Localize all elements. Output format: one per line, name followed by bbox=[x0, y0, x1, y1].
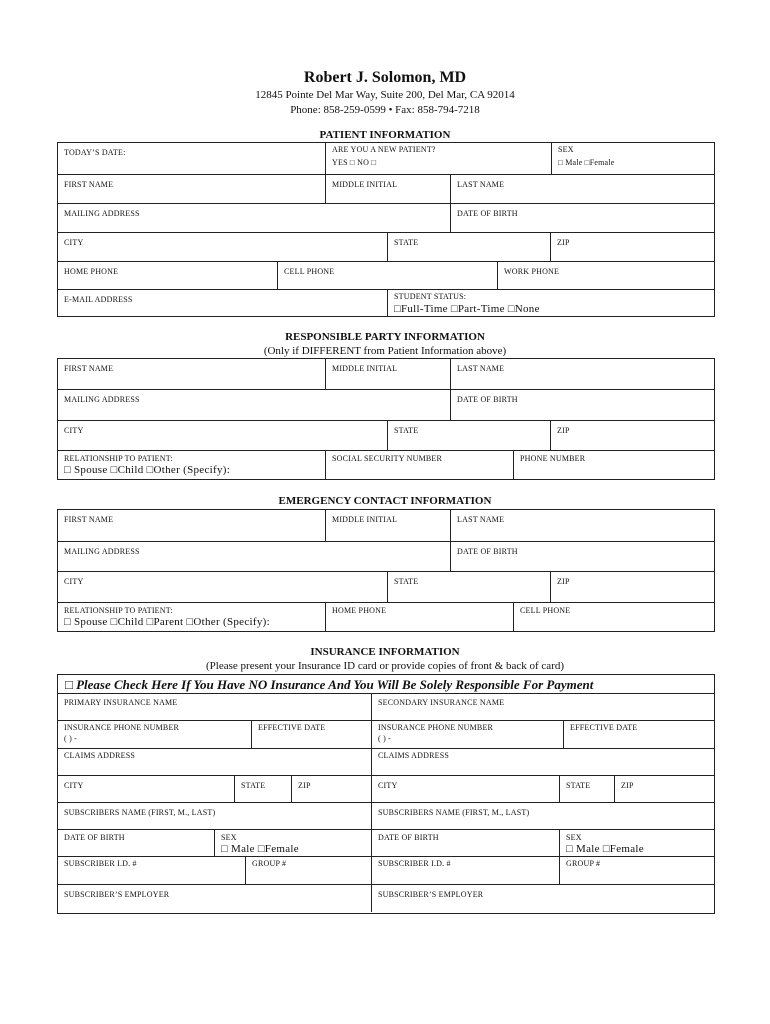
patient-home-phone-field[interactable] bbox=[58, 261, 277, 289]
state-label: STATE bbox=[566, 781, 591, 790]
emergency-home-phone-field[interactable] bbox=[325, 602, 513, 631]
patient-last-name-field[interactable] bbox=[450, 174, 714, 203]
secondary-zip-field[interactable] bbox=[614, 775, 714, 802]
effective-date-label: EFFECTIVE DATE bbox=[258, 723, 326, 732]
patient-email-field[interactable] bbox=[58, 289, 387, 316]
work-phone-label: WORK PHONE bbox=[504, 267, 560, 276]
claims-address-label: CLAIMS ADDRESS bbox=[64, 751, 136, 760]
effective-date-label: EFFECTIVE DATE bbox=[570, 723, 638, 732]
responsible-ssn-field[interactable] bbox=[325, 450, 513, 479]
group-label: GROUP # bbox=[252, 859, 287, 868]
relationship-label: RELATIONSHIP TO PATIENT: bbox=[64, 454, 173, 463]
middle-initial-label: MIDDLE INITIAL bbox=[332, 180, 398, 189]
city-label: CITY bbox=[64, 238, 84, 247]
group-label: GROUP # bbox=[566, 859, 601, 868]
patient-zip-field[interactable] bbox=[550, 232, 714, 261]
state-label: STATE bbox=[394, 238, 419, 247]
zip-label: ZIP bbox=[621, 781, 634, 790]
city-label: CITY bbox=[378, 781, 398, 790]
responsible-last-name-field[interactable] bbox=[450, 359, 714, 389]
primary-state-field[interactable] bbox=[234, 775, 291, 802]
practice-address: 12845 Pointe Del Mar Way, Suite 200, Del Mar, CA 92014 bbox=[255, 89, 515, 101]
subscriber-name-label: SUBSCRIBERS NAME (FIRST, M., LAST) bbox=[64, 808, 216, 817]
responsible-city-field[interactable] bbox=[58, 420, 387, 450]
subscriber-id-label: SUBSCRIBER I.D. # bbox=[64, 859, 137, 868]
patient-section-title: PATIENT INFORMATION bbox=[319, 129, 451, 141]
primary-subscriber-id-field[interactable] bbox=[58, 856, 245, 884]
responsible-relationship-options[interactable]: □ Spouse □Child □Other (Specify): bbox=[64, 464, 231, 476]
patient-sex-field[interactable] bbox=[551, 143, 714, 174]
emergency-last-name-field[interactable] bbox=[450, 510, 714, 541]
subscriber-id-label: SUBSCRIBER I.D. # bbox=[378, 859, 451, 868]
responsible-dob-field[interactable] bbox=[450, 389, 714, 420]
primary-insurance-name-field[interactable] bbox=[58, 693, 371, 720]
mailing-address-label: MAILING ADDRESS bbox=[64, 547, 140, 556]
patient-first-name-field[interactable] bbox=[58, 174, 325, 203]
ssn-label: SOCIAL SECURITY NUMBER bbox=[332, 454, 443, 463]
patient-mailing-address-field[interactable] bbox=[58, 203, 450, 232]
subscriber-name-label: SUBSCRIBERS NAME (FIRST, M., LAST) bbox=[378, 808, 530, 817]
insurance-section-note: (Please present your Insurance ID card or provide copies of front & back of card) bbox=[206, 660, 564, 672]
secondary-subscriber-id-field[interactable] bbox=[371, 856, 559, 884]
emergency-dob-field[interactable] bbox=[450, 541, 714, 571]
secondary-city-field[interactable] bbox=[371, 775, 559, 802]
dob-label: DATE OF BIRTH bbox=[378, 833, 439, 842]
last-name-label: LAST NAME bbox=[457, 180, 505, 189]
dob-label: DATE OF BIRTH bbox=[64, 833, 125, 842]
primary-zip-field[interactable] bbox=[291, 775, 371, 802]
zip-label: ZIP bbox=[557, 426, 570, 435]
employer-label: SUBSCRIBER’S EMPLOYER bbox=[378, 890, 484, 899]
secondary-insurance-name-field[interactable] bbox=[371, 693, 714, 720]
first-name-label: FIRST NAME bbox=[64, 364, 114, 373]
patient-cell-phone-field[interactable] bbox=[277, 261, 497, 289]
city-label: CITY bbox=[64, 577, 84, 586]
zip-label: ZIP bbox=[557, 238, 570, 247]
zip-label: ZIP bbox=[557, 577, 570, 586]
state-label: STATE bbox=[394, 577, 419, 586]
patient-info-table bbox=[57, 142, 715, 317]
secondary-subscriber-dob-field[interactable] bbox=[371, 829, 559, 856]
responsible-zip-field[interactable] bbox=[550, 420, 714, 450]
sex-label: SEX bbox=[221, 833, 237, 842]
responsible-phone-field[interactable] bbox=[513, 450, 714, 479]
new-patient-options[interactable]: YES □ NO □ bbox=[332, 158, 377, 167]
primary-sex-options[interactable]: □ Male □Female bbox=[221, 843, 299, 855]
emergency-middle-initial-field[interactable] bbox=[325, 510, 450, 541]
todays-date-field[interactable] bbox=[58, 143, 325, 174]
last-name-label: LAST NAME bbox=[457, 364, 505, 373]
responsible-first-name-field[interactable] bbox=[58, 359, 325, 389]
primary-subscriber-sex-field[interactable] bbox=[214, 829, 371, 856]
phone-number-label: PHONE NUMBER bbox=[520, 454, 586, 463]
emergency-first-name-field[interactable] bbox=[58, 510, 325, 541]
responsible-party-table bbox=[57, 358, 715, 480]
emergency-zip-field[interactable] bbox=[550, 571, 714, 602]
email-label: E-MAIL ADDRESS bbox=[64, 295, 133, 304]
secondary-insurance-phone-field[interactable] bbox=[371, 720, 563, 748]
emergency-cell-phone-field[interactable] bbox=[513, 602, 714, 631]
practice-phone: Phone: 858-259-0599 • Fax: 858-794-7218 bbox=[290, 104, 480, 116]
responsible-middle-initial-field[interactable] bbox=[325, 359, 450, 389]
secondary-sex-options[interactable]: □ Male □Female bbox=[566, 843, 644, 855]
responsible-mailing-address-field[interactable] bbox=[58, 389, 450, 420]
emergency-relationship-field[interactable] bbox=[58, 602, 325, 631]
responsible-relationship-field[interactable] bbox=[58, 450, 325, 479]
secondary-state-field[interactable] bbox=[559, 775, 614, 802]
doctor-name: Robert J. Solomon, MD bbox=[303, 69, 467, 86]
patient-dob-field[interactable] bbox=[450, 203, 714, 232]
todays-date-label: TODAY’S DATE: bbox=[64, 148, 126, 157]
secondary-effective-date-field[interactable] bbox=[563, 720, 714, 748]
patient-middle-initial-field[interactable] bbox=[325, 174, 450, 203]
secondary-subscriber-employer-field[interactable] bbox=[371, 884, 714, 912]
primary-group-field[interactable] bbox=[245, 856, 371, 884]
emergency-contact-table bbox=[57, 509, 715, 632]
secondary-group-field[interactable] bbox=[559, 856, 714, 884]
student-status-label: STUDENT STATUS: bbox=[394, 292, 467, 301]
emergency-section-title: EMERGENCY CONTACT INFORMATION bbox=[278, 495, 492, 507]
primary-subscriber-employer-field[interactable] bbox=[58, 884, 371, 912]
secondary-insurance-label: SECONDARY INSURANCE NAME bbox=[378, 698, 505, 707]
state-label: STATE bbox=[241, 781, 266, 790]
dob-label: DATE OF BIRTH bbox=[457, 209, 518, 218]
phone-format: ( ) - bbox=[64, 734, 77, 743]
first-name-label: FIRST NAME bbox=[64, 515, 114, 524]
middle-initial-label: MIDDLE INITIAL bbox=[332, 364, 398, 373]
responsible-section-note: (Only if DIFFERENT from Patient Information above) bbox=[263, 345, 507, 357]
city-label: CITY bbox=[64, 781, 84, 790]
emergency-city-field[interactable] bbox=[58, 571, 387, 602]
secondary-subscriber-sex-field[interactable] bbox=[559, 829, 714, 856]
dob-label: DATE OF BIRTH bbox=[457, 547, 518, 556]
home-phone-label: HOME PHONE bbox=[332, 606, 387, 615]
responsible-section-title: RESPONSIBLE PARTY INFORMATION bbox=[285, 331, 485, 343]
patient-work-phone-field[interactable] bbox=[497, 261, 714, 289]
sex-label: SEX bbox=[566, 833, 582, 842]
relationship-label: RELATIONSHIP TO PATIENT: bbox=[64, 606, 173, 615]
secondary-subscriber-name-field[interactable] bbox=[371, 802, 714, 829]
responsible-state-field[interactable] bbox=[387, 420, 550, 450]
primary-subscriber-name-field[interactable] bbox=[58, 802, 371, 829]
cell-phone-label: CELL PHONE bbox=[520, 606, 571, 615]
emergency-state-field[interactable] bbox=[387, 571, 550, 602]
patient-state-field[interactable] bbox=[387, 232, 550, 261]
primary-insurance-phone-field[interactable] bbox=[58, 720, 251, 748]
patient-sex-options[interactable]: □ Male □Female bbox=[558, 158, 615, 167]
mailing-address-label: MAILING ADDRESS bbox=[64, 209, 140, 218]
student-status-field[interactable] bbox=[387, 289, 714, 316]
insurance-phone-label: INSURANCE PHONE NUMBER bbox=[378, 723, 494, 732]
primary-effective-date-field[interactable] bbox=[251, 720, 371, 748]
no-insurance-checkbox[interactable]: □ Please Check Here If You Have NO Insurance And You Will Be Solely Responsible For Payment bbox=[57, 674, 715, 694]
primary-claims-address-field[interactable] bbox=[58, 748, 371, 775]
emergency-relationship-options[interactable]: □ Spouse □Child □Parent □Other (Specify): bbox=[64, 616, 270, 628]
insurance-table bbox=[57, 693, 715, 914]
first-name-label: FIRST NAME bbox=[64, 180, 114, 189]
middle-initial-label: MIDDLE INITIAL bbox=[332, 515, 398, 524]
patient-city-field[interactable] bbox=[58, 232, 387, 261]
city-label: CITY bbox=[64, 426, 84, 435]
patient-sex-label: SEX bbox=[558, 145, 574, 154]
mailing-address-label: MAILING ADDRESS bbox=[64, 395, 140, 404]
primary-insurance-label: PRIMARY INSURANCE NAME bbox=[64, 698, 178, 707]
student-status-options[interactable]: □Full-Time □Part-Time □None bbox=[394, 303, 540, 315]
state-label: STATE bbox=[394, 426, 419, 435]
dob-label: DATE OF BIRTH bbox=[457, 395, 518, 404]
phone-format: ( ) - bbox=[378, 734, 391, 743]
new-patient-label: ARE YOU A NEW PATIENT? bbox=[332, 145, 436, 154]
secondary-claims-address-field[interactable] bbox=[371, 748, 714, 775]
zip-label: ZIP bbox=[298, 781, 311, 790]
claims-address-label: CLAIMS ADDRESS bbox=[378, 751, 450, 760]
new-patient-field[interactable] bbox=[325, 143, 551, 174]
primary-city-field[interactable] bbox=[58, 775, 234, 802]
insurance-phone-label: INSURANCE PHONE NUMBER bbox=[64, 723, 180, 732]
last-name-label: LAST NAME bbox=[457, 515, 505, 524]
cell-phone-label: CELL PHONE bbox=[284, 267, 335, 276]
employer-label: SUBSCRIBER’S EMPLOYER bbox=[64, 890, 170, 899]
primary-subscriber-dob-field[interactable] bbox=[58, 829, 214, 856]
insurance-section-title: INSURANCE INFORMATION bbox=[310, 646, 460, 658]
emergency-mailing-address-field[interactable] bbox=[58, 541, 450, 571]
home-phone-label: HOME PHONE bbox=[64, 267, 119, 276]
